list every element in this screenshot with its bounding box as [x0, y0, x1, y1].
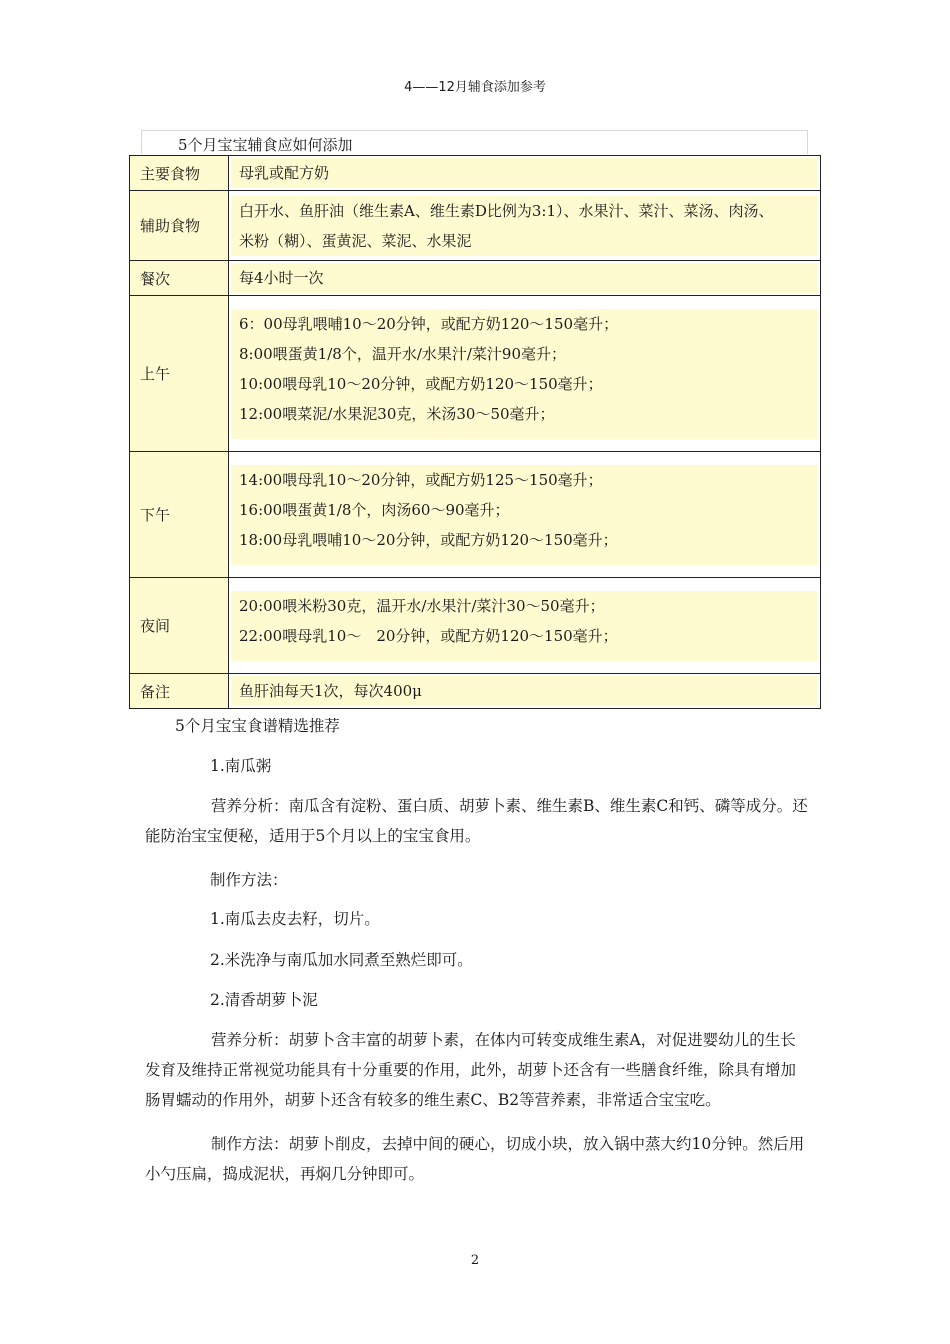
row-value: 20:00喂米粉30克，温开水/水果汁/菜汁30～50毫升； — [231, 591, 818, 621]
method-title: 制作方法： — [210, 871, 288, 889]
row-label: 下午 — [130, 452, 229, 578]
row-value: 鱼肝油每天1次，每次400μ — [231, 676, 818, 706]
table-caption: 5个月宝宝辅食应如何添加 — [141, 130, 808, 154]
row-value: 12:00喂菜泥/水果泥30克，米汤30～50毫升； — [231, 399, 818, 429]
recipe-title: 2.清香胡萝卜泥 — [210, 991, 318, 1009]
row-value: 14:00喂母乳10～20分钟，或配方奶125～150毫升； — [231, 465, 818, 495]
recipe-step: 2.米洗净与南瓜加水同煮至熟烂即可。 — [210, 951, 473, 969]
table-row — [130, 191, 821, 261]
recipe-step: 1.南瓜去皮去籽，切片。 — [210, 910, 380, 928]
row-label: 上午 — [130, 296, 229, 452]
row-value: 10:00喂母乳10～20分钟，或配方奶120～150毫升； — [231, 369, 818, 399]
recipe-title: 1.南瓜粥 — [210, 757, 272, 775]
page-header-title: 4——12月辅食添加参考 — [404, 80, 546, 95]
recipe-method: 制作方法：胡萝卜削皮，去掉中间的硬心，切成小块，放入锅中蒸大约10分钟。然后用小勺压扁，捣成泥状，再焖几分钟即可。 — [145, 1135, 805, 1183]
table-row — [130, 156, 821, 191]
row-value: 母乳或配方奶 — [231, 158, 818, 188]
page-number: 2 — [470, 1253, 480, 1268]
row-label: 辅助食物 — [130, 191, 229, 261]
table-row — [130, 261, 821, 296]
row-label: 夜间 — [130, 578, 229, 674]
table-row — [130, 296, 821, 452]
row-value: 6：00母乳喂哺10～20分钟，或配方奶120～150毫升； — [231, 309, 818, 339]
row-label: 主要食物 — [130, 156, 229, 191]
row-value: 米粉（糊）、蛋黄泥、菜泥、水果泥 — [231, 226, 818, 256]
feeding-schedule-table — [129, 155, 821, 709]
row-label: 备注 — [130, 674, 229, 709]
row-label: 餐次 — [130, 261, 229, 296]
recipe-nutrition: 营养分析：南瓜含有淀粉、蛋白质、胡萝卜素、维生素B、维生素C和钙、磷等成分。还能防治宝宝便秘，适用于5个月以上的宝宝食用。 — [145, 797, 808, 845]
row-value: 每4小时一次 — [231, 263, 818, 293]
row-value: 18:00母乳喂哺10～20分钟，或配方奶120～150毫升； — [231, 525, 818, 555]
table-row — [130, 674, 821, 709]
section-title: 5个月宝宝食谱精选推荐 — [175, 717, 340, 735]
recipe-nutrition: 营养分析：胡萝卜含丰富的胡萝卜素，在体内可转变成维生素A，对促进婴幼儿的生长发育及维持正常视觉功能具有十分重要的作用，此外，胡萝卜还含有一些膳食纤维，除具有增加肠胃蠕动的作用外，胡萝卜还含有较多的维生素C、B2等营养素，非常适合宝宝吃。 — [145, 1031, 797, 1109]
row-value: 22:00喂母乳10～ 20分钟，或配方奶120～150毫升； — [231, 621, 818, 651]
row-value: 8:00喂蛋黄1/8个，温开水/水果汁/菜汁90毫升； — [231, 339, 818, 369]
row-value: 16:00喂蛋黄1/8个，肉汤60～90毫升； — [231, 495, 818, 525]
table-row — [130, 578, 821, 674]
table-row — [130, 452, 821, 578]
row-value: 白开水、鱼肝油（维生素A、维生素D比例为3:1）、水果汁、菜汁、菜汤、肉汤、 — [231, 196, 818, 226]
